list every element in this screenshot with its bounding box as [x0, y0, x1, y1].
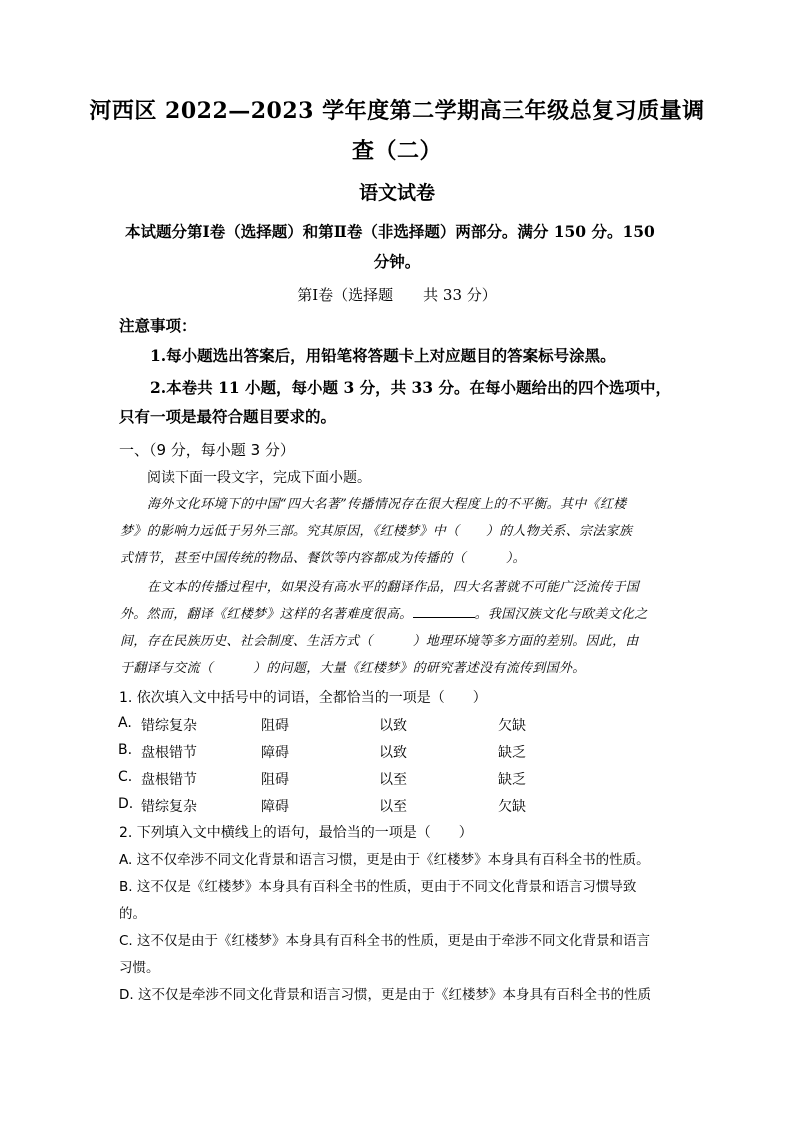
q2-stem: 2. 下列填入文中横线上的语句，最恰当的一项是（ ） [119, 825, 473, 841]
passage-p1-line2: 梦》的影响力远低于另外三部。究其原因，《红楼梦》中（ ）的人物关系、宗法家族 [120, 524, 633, 539]
q2-option-b-line1: B. 这不仅是《红楼梦》本身具有百科全书的性质，更由于不同文化背景和语言习惯导致 [119, 879, 637, 895]
passage-p2-line4: 于翻译与交流（ ）的问题，大量《红楼梦》的研究著述没有流传到国外。 [120, 661, 586, 676]
q2-option-b-line2: 的。 [119, 906, 146, 922]
passage-p2-line2-after-blank: 。我国汉族文化与欧美文化之 [474, 607, 648, 622]
option-word-2: 障碍 [261, 745, 289, 761]
notes-item1: 1.每小题选出答案后，用铅笔将答题卡上对应题目的答案标号涂黑。 [150, 346, 616, 365]
intro-line2: 分钟。 [373, 252, 421, 271]
answer-blank-line [413, 605, 475, 618]
q2-option-c-line2: 习惯。 [119, 960, 160, 976]
option-word-4: 缺乏 [498, 772, 526, 788]
option-word-1: 盘根错节 [141, 745, 197, 761]
option-label: C. [118, 769, 133, 785]
section1-instruction: 阅读下面一段文字，完成下面小题。 [147, 470, 371, 486]
option-word-2: 阻碍 [261, 772, 289, 788]
option-label: D. [118, 796, 134, 812]
option-word-2: 障碍 [261, 799, 289, 815]
passage-p2-line2-before-blank: 外。然而，翻译《红楼梦》这样的名著难度很高。 [120, 607, 413, 622]
option-word-3: 以致 [379, 718, 407, 734]
q2-option-d: D. 这不仅是牵涉不同文化背景和语言习惯，更是由于《红楼梦》本身具有百科全书的性质 [119, 987, 651, 1003]
passage-p1-line1: 海外文化环境下的中国“四大名著”传播情况存在很大程度上的不平衡。其中《红楼 [147, 497, 627, 512]
option-label: B. [118, 742, 133, 758]
q2-option-a: A. 这不仅牵涉不同文化背景和语言习惯，更是由于《红楼梦》本身具有百科全书的性质。 [119, 852, 650, 868]
intro-line1: 本试题分第Ⅰ卷（选择题）和第Ⅱ卷（非选择题）两部分。满分 150 分。150 [125, 222, 655, 241]
exam-title-line1: 河西区 2022—2023 学年度第二学期高三年级总复习质量调 [89, 98, 705, 124]
option-label: A. [118, 715, 132, 731]
notes-item2-line1: 2.本卷共 11 小题，每小题 3 分，共 33 分。在每小题给出的四个选项中， [150, 378, 671, 397]
option-word-4: 欠缺 [498, 718, 526, 734]
subject-title: 语文试卷 [358, 182, 435, 204]
option-word-3: 以致 [379, 745, 407, 761]
passage-p2-line1: 在文本的传播过程中，如果没有高水平的翻译作品，四大名著就不可能广泛流传于国 [147, 580, 640, 595]
passage-p2-line2 [120, 605, 675, 625]
q2-option-c-line1: C. 这不仅是由于《红楼梦》本身具有百科全书的性质，更是由于牵涉不同文化背景和语言 [119, 933, 651, 949]
section1-heading: 一、（9 分，每小题 3 分） [119, 441, 295, 459]
option-word-2: 阻碍 [261, 718, 289, 734]
volume-label: 第Ⅰ卷（选择题 共 33 分） [297, 286, 497, 304]
option-word-1: 错综复杂 [141, 718, 197, 734]
option-word-1: 盘根错节 [141, 772, 197, 788]
passage-p1-line3: 式情节，甚至中国传统的物品、餐饮等内容都成为传播的（ ）。 [120, 551, 526, 566]
exam-title-line2: 查（二） [351, 138, 442, 164]
option-word-3: 以至 [379, 772, 407, 788]
passage-p2-line3: 间，存在民族历史、社会制度、生活方式（ ）地理环境等多方面的差别。因此，由 [120, 634, 639, 649]
option-word-3: 以至 [379, 799, 407, 815]
option-word-4: 欠缺 [498, 799, 526, 815]
notes-heading: 注意事项： [119, 316, 197, 335]
option-word-4: 缺乏 [498, 745, 526, 761]
option-word-1: 错综复杂 [141, 799, 197, 815]
notes-item2-line2: 只有一项是最符合题目要求的。 [119, 407, 337, 426]
q1-stem: 1. 依次填入文中括号中的词语，全都恰当的一项是（ ） [119, 690, 487, 706]
